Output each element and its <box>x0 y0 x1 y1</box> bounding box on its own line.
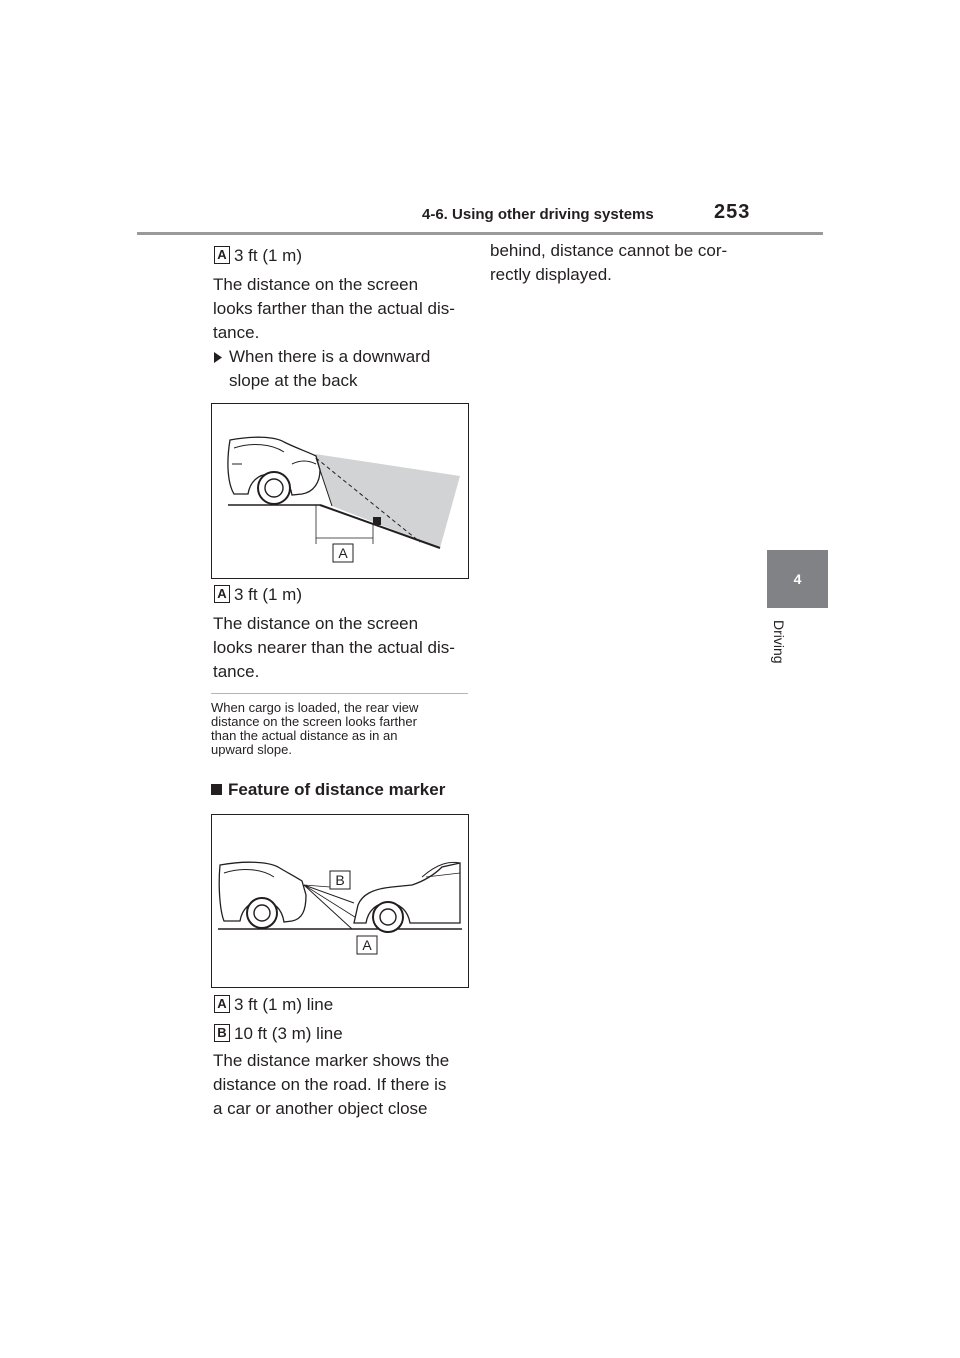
paragraph-line: The distance on the screen <box>213 614 419 633</box>
distance-marker <box>373 517 381 525</box>
legend-item-text: 3 ft (1 m) <box>234 246 303 265</box>
paragraph-line: distance on the road. If there is <box>213 1075 447 1094</box>
paragraph-line: a car or another object close <box>213 1099 428 1118</box>
camera-view-cone <box>315 454 460 548</box>
legend-item-text: 3 ft (1 m) line <box>234 995 334 1014</box>
note-divider <box>211 693 468 694</box>
badge-a: A <box>214 995 230 1013</box>
note-line: When cargo is loaded, the rear view <box>211 700 419 715</box>
legend-item-text: 3 ft (1 m) <box>234 585 303 604</box>
paragraph-line: behind, distance cannot be cor- <box>490 241 728 260</box>
page-number: 253 <box>714 201 751 223</box>
badge-a: A <box>214 246 230 264</box>
badge-a: A <box>214 585 230 603</box>
section-title: 4-6. Using other driving systems <box>422 206 654 223</box>
paragraph <box>213 612 473 684</box>
badge-b: B <box>214 1024 230 1042</box>
paragraph-line: looks nearer than the actual dis- <box>213 638 455 657</box>
wheel-icon <box>373 902 403 932</box>
figure-distance-marker <box>211 814 469 988</box>
figure-downward-slope <box>211 403 469 579</box>
chapter-label-text: Driving <box>771 620 787 664</box>
note-line: upward slope. <box>211 742 292 757</box>
bullet-item <box>213 345 473 393</box>
legend-item-text: 10 ft (3 m) line <box>234 1024 343 1043</box>
paragraph-line: The distance on the screen <box>213 275 419 294</box>
legend-item-a <box>214 245 302 267</box>
paragraph <box>490 239 760 287</box>
paragraph-line: tance. <box>213 662 260 681</box>
bullet-line: When there is a downward <box>229 347 431 366</box>
legend-item-b <box>214 1023 343 1045</box>
paragraph-line: The distance marker shows the <box>213 1051 450 1070</box>
wheel-icon <box>247 898 277 928</box>
svg-text:A: A <box>362 937 372 953</box>
svg-text:A: A <box>338 545 348 561</box>
chapter-tab-number[interactable]: 4 <box>767 550 828 608</box>
header-divider <box>137 232 823 235</box>
legend-item-a <box>214 994 333 1016</box>
square-bullet-icon <box>211 784 222 795</box>
subheading <box>211 779 445 801</box>
paragraph-line: tance. <box>213 323 260 342</box>
svg-text:B: B <box>335 872 345 888</box>
distance-marker-illustration <box>212 815 468 987</box>
downward-slope-illustration <box>212 404 468 578</box>
paragraph <box>213 1049 473 1121</box>
paragraph-line: looks farther than the actual dis- <box>213 299 455 318</box>
wheel-icon <box>258 472 290 504</box>
subheading-text: Feature of distance marker <box>228 780 446 799</box>
chapter-tab-label <box>770 620 790 680</box>
legend-item-a <box>214 584 302 606</box>
note-line: than the actual distance as in an <box>211 728 398 743</box>
triangle-right-icon <box>213 352 223 363</box>
note-line: distance on the screen looks farther <box>211 714 417 729</box>
paragraph-line: rectly displayed. <box>490 265 612 284</box>
note <box>211 701 473 757</box>
paragraph <box>213 273 473 345</box>
bullet-line: slope at the back <box>229 371 358 390</box>
front-car-body <box>354 863 460 923</box>
